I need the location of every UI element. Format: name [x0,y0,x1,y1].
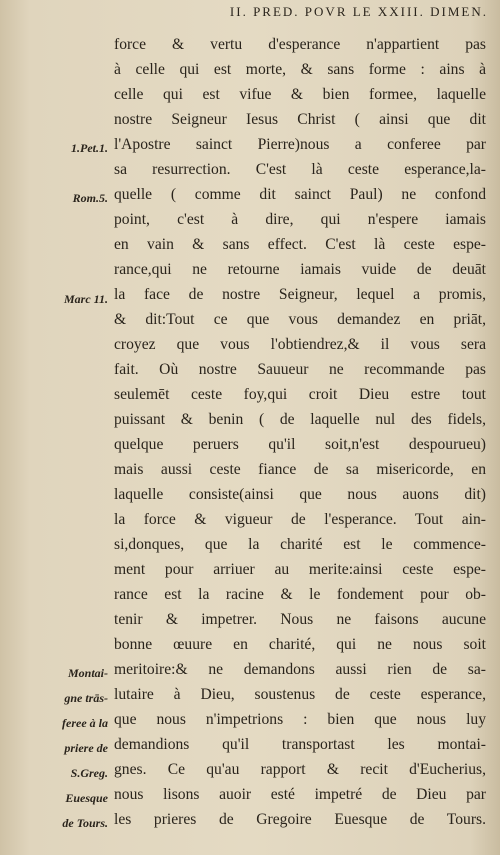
text-line: à celle qui est morte, & sans forme : ains à [114,61,486,78]
text-line: ment pour arriuer au merite:ainsi ceste espe- [114,561,486,578]
margin-note: Montai- [67,666,108,680]
text-line: sa resurrection. C'est là ceste esperance,la- [114,161,486,178]
text-line: la force & vigueur de l'esperance. Tout ain- [114,511,486,528]
text-line: que nous n'impetrions : bien que nous luy [114,711,486,728]
text-line: en vain & sans effect. C'est là ceste espe- [114,236,486,253]
text-line: les prieres de Gregoire Euesque de Tours. [114,811,486,828]
margin-note: 1.Pet.1. [71,141,108,155]
text-line: gnes. Ce qu'au rapport & recit d'Eucherius, [114,761,486,778]
text-line: nostre Seigneur Iesus Christ ( ainsi que dit [114,111,486,128]
margin-note: feree à la [62,716,108,730]
text-line: la face de nostre Seigneur, lequel a promis, [114,286,486,303]
text-line: demandions qu'il transportast les montai- [114,736,486,753]
margin-note: Euesque [65,791,108,805]
margin-note: priere de [64,741,108,755]
text-line: lutaire à Dieu, soustenus de ceste esperance, [114,686,486,703]
margin-note: de Tours. [62,816,108,830]
text-line: & dit:Tout ce que vous demandez en priāt, [114,311,486,328]
running-header: II. PRED. POVR LE XXIII. DIMEN. [229,4,488,19]
text-line: si,donques, que la charité est le commence- [114,536,486,553]
text-line: rance est la racine & le fondement pour ob- [114,586,486,603]
text-line: croyez que vous l'obtiendrez,& il vous sera [114,336,486,353]
text-line: rance,qui ne retourne iamais vuide de deuāt [114,261,486,278]
text-line: l'Apostre sainct Pierre)nous a conferee par [114,136,486,153]
text-line: nous lisons auoir esté impetré de Dieu par [114,786,486,803]
text-line: quelque peruers qu'il soit,n'est despourueu) [114,436,486,453]
text-line: point, c'est à dire, qui n'espere iamais [114,211,486,228]
text-line: celle qui est vifue & bien formee, laquelle [114,86,486,103]
text-line: fait. Où nostre Sauueur ne recommande pas [114,361,486,378]
text-line: bonne œuure en charité, qui ne nous soit [114,636,486,653]
margin-note: Rom.5. [72,191,108,205]
text-line: seulemēt ceste foy,qui croit Dieu estre tout [114,386,486,403]
text-line: mais aussi ceste fiance de sa misericorde, en [114,461,486,478]
margin-note: gne trās- [64,691,108,705]
text-line: laquelle consiste(ainsi que nous auons dit) [114,486,486,503]
text-line: meritoire:& ne demandons aussi rien de sa- [114,661,486,678]
margin-note: S.Greg. [70,766,108,780]
text-line: force & vertu d'esperance n'appartient pas [114,36,486,53]
text-line: puissant & benin ( de laquelle nul des fidels, [114,411,486,428]
text-line: tenir & impetrer. Nous ne faisons aucune [114,611,486,628]
margin-note: Marc 11. [63,292,108,306]
text-line: quelle ( comme dit sainct Paul) ne confond [114,186,486,203]
